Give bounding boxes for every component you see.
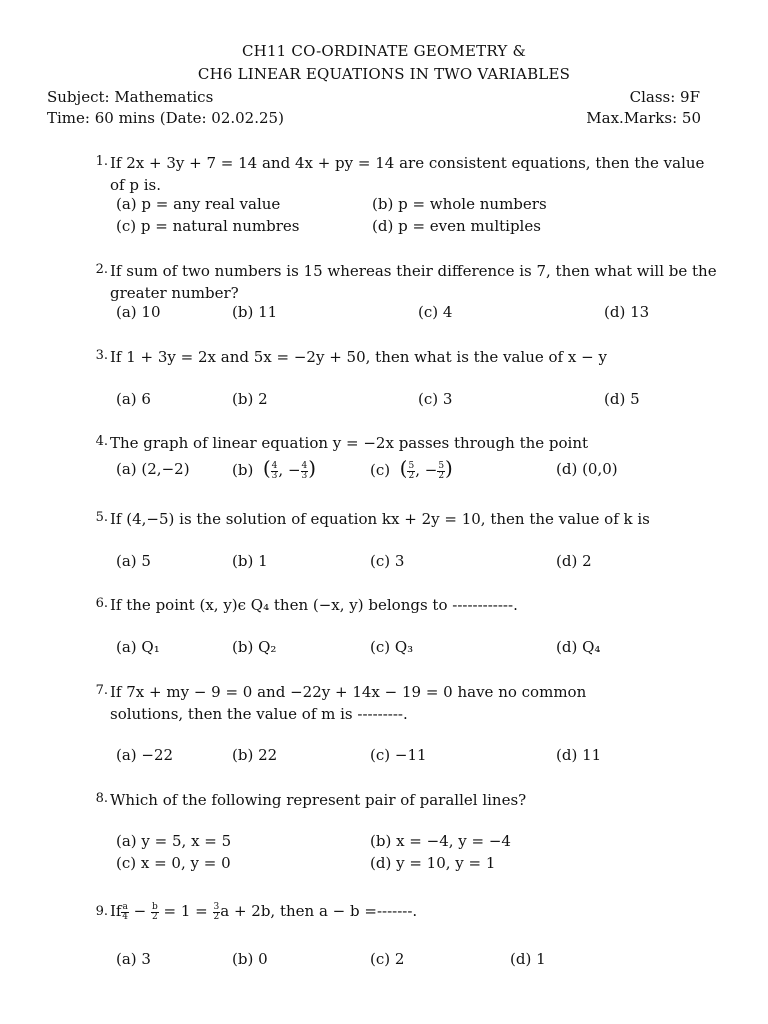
question-number: 2. <box>95 262 108 277</box>
option-a[interactable]: (a) −22 <box>116 746 174 764</box>
fraction: $\frac{3}{2}$ <box>213 901 220 922</box>
title-line-1: CH11 CO-ORDINATE GEOMETRY & <box>241 42 526 60</box>
option-c[interactable]: (c) 3 <box>370 552 405 570</box>
option-label: (c) <box>370 461 391 479</box>
option-a[interactable]: (a) 10 <box>116 303 161 321</box>
option-d[interactable]: (d) y = 10, y = 1 <box>370 854 496 872</box>
option-c[interactable]: (c) p = natural numbres <box>116 217 300 235</box>
fraction: $\frac{5}{2}$ <box>438 460 445 481</box>
option-a[interactable]: (a) 5 <box>116 552 151 570</box>
max-marks-label: Max.Marks: 50 <box>586 109 701 127</box>
fraction: $\frac{5}{2}$ <box>408 460 415 481</box>
option-b[interactable]: (b) x = −4, y = −4 <box>370 832 511 850</box>
question-number: 4. <box>95 434 108 449</box>
fraction: $\frac{4}{3}$ <box>301 460 308 481</box>
option-b[interactable]: (b) p = whole numbers <box>372 195 547 213</box>
question-text: The graph of linear equation y = −2x passes through the point <box>110 434 589 452</box>
option-a[interactable]: (a) p = any real value <box>116 195 281 213</box>
question-text: If 1 + 3y = 2x and 5x = −2y + 50, then what is the value of x − y <box>110 348 607 366</box>
question-number: 9. <box>95 904 108 919</box>
option-d[interactable]: (d) 1 <box>510 950 546 968</box>
option-a[interactable]: (a) Q₁ <box>116 638 160 656</box>
question-text: If 7x + my − 9 = 0 and −22y + 14x − 19 = 0 have no common solutions, then the value of m is ---------. <box>110 683 587 723</box>
option-c[interactable]: (c) ( $\frac{5}{2}$ , − $\frac{5}{2}$ ) <box>370 456 453 481</box>
option-c[interactable]: (c) 4 <box>418 303 453 321</box>
question-text: If the point (x, y)ϵ Q₄ then (−x, y) belongs to ------------. <box>110 596 518 614</box>
option-b[interactable]: (b) 22 <box>232 746 278 764</box>
question-text: Which of the following represent pair of parallel lines? <box>110 791 527 809</box>
option-d[interactable]: (d) 5 <box>604 390 640 408</box>
title-line-2: CH6 LINEAR EQUATIONS IN TWO VARIABLES <box>197 65 571 83</box>
time-label: Time: 60 mins (Date: 02.02.25) <box>47 109 284 127</box>
option-d[interactable]: (d) Q₄ <box>556 638 601 656</box>
question-number: 3. <box>95 348 108 363</box>
option-c[interactable]: (c) 3 <box>418 390 453 408</box>
question-number: 7. <box>95 683 108 698</box>
option-d[interactable]: (d) p = even multiples <box>372 217 541 235</box>
subject-label: Subject: Mathematics <box>47 88 214 106</box>
question-number: 8. <box>95 791 108 806</box>
option-b[interactable]: (b) 2 <box>232 390 268 408</box>
question-text: If 2x + 3y + 7 = 14 and 4x + py = 14 are consistent equations, then the value of p is. <box>110 154 705 194</box>
option-b[interactable]: (b) ( $\frac{4}{3}$ , − $\frac{4}{3}$ ) <box>232 456 317 481</box>
option-c[interactable]: (c) 2 <box>370 950 405 968</box>
option-d[interactable]: (d) 13 <box>604 303 650 321</box>
fraction: $\frac{4}{3}$ <box>271 460 278 481</box>
option-a[interactable]: (a) 3 <box>116 950 151 968</box>
option-a[interactable]: (a) y = 5, x = 5 <box>116 832 232 850</box>
option-c[interactable]: (c) Q₃ <box>370 638 414 656</box>
fraction: $\frac{b}{2}$ <box>151 901 158 922</box>
question-number: 1. <box>95 154 108 169</box>
option-b[interactable]: (b) 0 <box>232 950 268 968</box>
class-label: Class: 9F <box>629 88 700 106</box>
question-text: If $\frac{a}{4}$ − $\frac{b}{2}$ = 1 = $\frac{3}{2}$ a + 2b, then a − b =-------. <box>110 901 418 922</box>
option-label: (b) <box>232 461 254 479</box>
option-c[interactable]: (c) x = 0, y = 0 <box>116 854 231 872</box>
question-text: If sum of two numbers is 15 whereas their difference is 7, then what will be the greater number? <box>110 262 717 302</box>
option-b[interactable]: (b) 1 <box>232 552 268 570</box>
option-d[interactable]: (d) 2 <box>556 552 592 570</box>
option-c[interactable]: (c) −11 <box>370 746 427 764</box>
option-a[interactable]: (a) 6 <box>116 390 151 408</box>
option-d[interactable]: (d) (0,0) <box>556 460 618 478</box>
question-number: 6. <box>95 596 108 611</box>
option-a[interactable]: (a) (2,−2) <box>116 460 190 478</box>
question-number: 5. <box>95 510 108 525</box>
question-text: If (4,−5) is the solution of equation kx + 2y = 10, then the value of k is <box>110 510 650 528</box>
fraction: $\frac{a}{4}$ <box>122 901 129 922</box>
option-d[interactable]: (d) 11 <box>556 746 602 764</box>
option-b[interactable]: (b) Q₂ <box>232 638 277 656</box>
option-b[interactable]: (b) 11 <box>232 303 278 321</box>
